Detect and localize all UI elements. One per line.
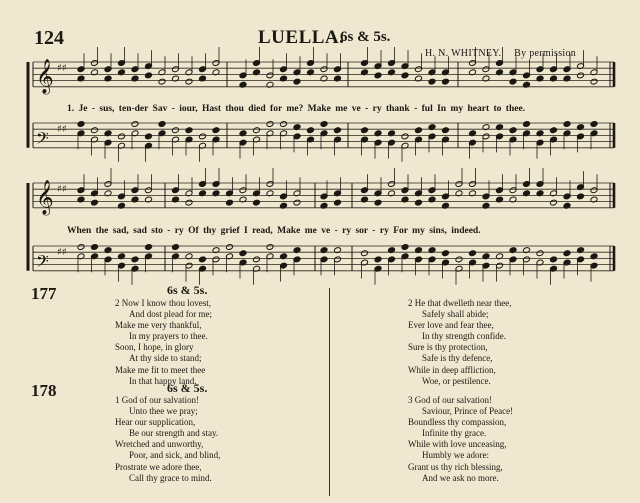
- verse-line: Poor, and sick, and blind,: [129, 450, 221, 461]
- note-head: [253, 256, 261, 263]
- note-head: [91, 244, 99, 251]
- note-head: [226, 244, 234, 251]
- note-head: [199, 256, 207, 263]
- verse-line: Safe is thy defence,: [422, 353, 493, 364]
- note-head: [577, 72, 585, 79]
- verse-line: While with love unceasing,: [408, 439, 507, 450]
- note-head: [550, 256, 558, 263]
- note-head: [536, 250, 544, 257]
- bass-clef-icon: 𝄢: [36, 127, 49, 152]
- note-head: [320, 121, 328, 128]
- note-head: [577, 193, 585, 200]
- note-head: [185, 78, 193, 85]
- note-head: [172, 244, 180, 251]
- note-head: [91, 199, 99, 206]
- note-head: [401, 244, 409, 251]
- note-head: [374, 199, 382, 206]
- verse-line: At thy side to stand;: [129, 353, 202, 364]
- composer-name: H. N. WHITNEY.: [425, 48, 502, 59]
- note-head: [334, 127, 342, 134]
- verse-line: Boundless thy compassion,: [408, 417, 507, 428]
- note-head: [442, 78, 450, 85]
- verse-line: Soon, I hope, in glory: [115, 342, 194, 353]
- note-head: [91, 127, 99, 134]
- note-head: [266, 244, 274, 251]
- note-head: [469, 250, 477, 257]
- note-head: [563, 250, 571, 257]
- key-signature-icon: ♯♯: [57, 247, 67, 258]
- note-head: [293, 78, 301, 85]
- verse-line: Infinite thy grace.: [422, 428, 487, 439]
- verse-line: And we ask no more.: [422, 472, 499, 483]
- treble-clef-icon: 𝄞: [36, 179, 54, 215]
- note-head: [253, 127, 261, 134]
- hymn-meter-178: 6s & 5s.: [167, 381, 208, 395]
- note-head: [509, 127, 517, 134]
- note-head: [253, 199, 261, 206]
- hymn-meter-177: 6s & 5s.: [167, 283, 208, 297]
- note-head: [77, 121, 85, 128]
- note-head: [590, 78, 598, 85]
- note-heads: [77, 47, 598, 285]
- note-head: [145, 72, 153, 79]
- verse-line: Sure is thy protection,: [408, 342, 488, 353]
- note-head: [442, 250, 450, 257]
- staff-lines: [28, 62, 614, 271]
- verse-line: Make me very thankful,: [115, 320, 202, 331]
- note-head: [226, 199, 234, 206]
- verse-line: Safely shall abide;: [422, 309, 489, 320]
- key-signature-icon: ♯♯: [57, 184, 67, 195]
- verse-line: 3 God of our salvation!: [408, 395, 492, 405]
- note-head: [199, 133, 207, 140]
- note-head: [266, 121, 274, 128]
- treble-clef-icon: 𝄞: [36, 58, 54, 94]
- note-head: [145, 244, 153, 251]
- note-head: [374, 256, 382, 263]
- verse-line: Unto thee we pray;: [129, 406, 198, 417]
- note-head: [523, 121, 531, 128]
- note-head: [158, 121, 166, 128]
- note-head: [307, 127, 315, 134]
- note-head: [185, 127, 193, 134]
- key-signature-icon: ♯♯: [57, 124, 67, 135]
- note-head: [172, 127, 180, 134]
- verse-line: Grant us thy rich blessing,: [408, 461, 503, 472]
- verse-line: 1 God of our salvation!: [115, 395, 199, 405]
- note-head: [118, 133, 126, 140]
- note-head: [563, 121, 571, 128]
- verse-line: Woe, or pestilence.: [422, 375, 491, 386]
- note-head: [550, 127, 558, 134]
- note-head: [280, 121, 288, 128]
- note-head: [401, 133, 409, 140]
- verse-line: In that happy land.: [129, 375, 197, 386]
- note-head: [293, 199, 301, 206]
- verse-line: In thy strength confide.: [422, 331, 506, 342]
- page-number: 124: [34, 27, 64, 49]
- note-head: [374, 72, 382, 79]
- verse-line: Call thy grace to mind.: [129, 472, 212, 483]
- note-head: [361, 250, 369, 257]
- verse-line: Make me fit to meet thee: [115, 364, 206, 375]
- hymn-number-177: 177: [31, 284, 57, 303]
- tune-title: LUELLA.: [258, 27, 345, 48]
- verse-line: In my prayers to thee.: [129, 331, 208, 342]
- note-head: [361, 127, 369, 134]
- key-signature-icon: ♯♯: [57, 63, 67, 74]
- note-head: [334, 199, 342, 206]
- note-head: [401, 72, 409, 79]
- note-head: [442, 127, 450, 134]
- note-head: [428, 78, 436, 85]
- note-head: [415, 127, 423, 134]
- note-head: [509, 78, 517, 85]
- note-head: [158, 78, 166, 85]
- hymn-178-verse-right: [408, 395, 513, 484]
- note-head: [212, 127, 220, 134]
- note-head: [185, 199, 193, 206]
- permission-note: By permission: [514, 48, 577, 59]
- hymn-number-178: 178: [31, 381, 57, 400]
- note-head: [131, 256, 139, 263]
- verse-line: Saviour, Prince of Peace!: [422, 406, 514, 417]
- note-head: [145, 133, 153, 140]
- tune-meter: 6s & 5s.: [340, 29, 391, 45]
- note-head: [590, 121, 598, 128]
- verse-line: Hear our supplication,: [115, 417, 196, 428]
- note-head: [455, 256, 463, 263]
- column-divider: [329, 288, 330, 496]
- lyrics-line-1: 1. Je - sus, ten-der Sav - iour, Hast thou died for me? Make me ve - ry thank - ful In my heart to thee.: [67, 104, 526, 114]
- hymn-177-verse-left: [115, 298, 212, 387]
- verse-line: Humbly we adore:: [422, 450, 489, 461]
- note-head: [550, 199, 558, 206]
- verse-line: Be our strength and stay.: [129, 428, 219, 439]
- verse-line: 2 Now I know thou lovest,: [115, 298, 211, 308]
- note-head: [415, 199, 423, 206]
- clefs: [36, 59, 67, 275]
- bass-clef-icon: 𝄢: [36, 250, 49, 275]
- verse-line: While in deep affliction,: [408, 364, 496, 375]
- verse-line: Ever love and fear thee,: [408, 320, 494, 331]
- hymn-178-verse-left: [115, 395, 220, 484]
- verse-line: Prostrate we adore thee,: [115, 461, 202, 472]
- note-head: [131, 121, 139, 128]
- lyrics-line-2: When the sad, sad sto - ry Of thy grief I read, Make me ve - ry sor - ry For my sins, indeed.: [67, 226, 481, 236]
- verse-line: 2 He that dwelleth near thee,: [408, 298, 512, 308]
- hymn-177-verse-right: [408, 298, 511, 387]
- note-head: [239, 250, 247, 257]
- verse-line: And dost plead for me;: [129, 309, 212, 320]
- note-head: [77, 244, 85, 251]
- verse-line: Wretched and unworthy,: [115, 439, 204, 450]
